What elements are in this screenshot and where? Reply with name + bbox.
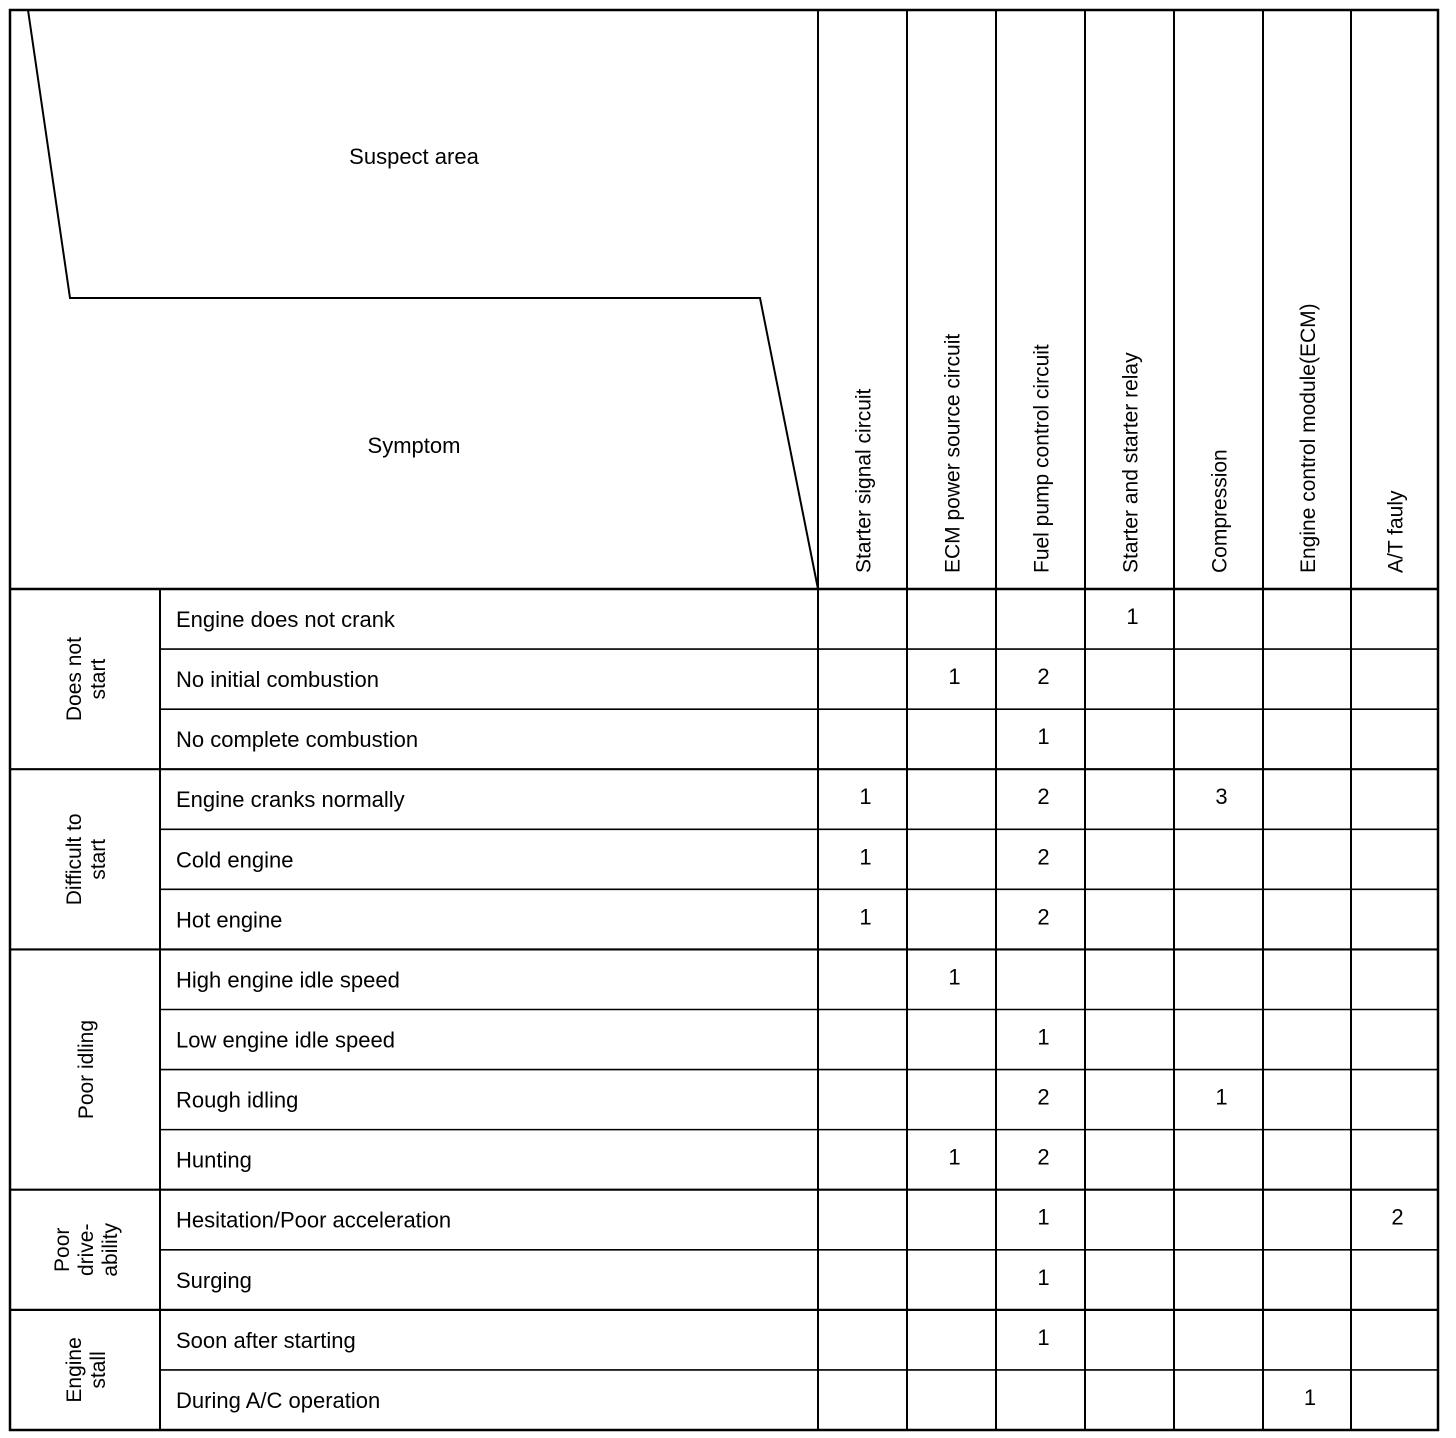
group-label-line: start xyxy=(87,838,110,880)
priority-value: 1 xyxy=(1037,1204,1050,1230)
priority-value: 1 xyxy=(948,664,961,690)
group-label xyxy=(63,1337,110,1402)
priority-value: 1 xyxy=(1303,1384,1317,1410)
symptom-cell: No initial combustion xyxy=(176,667,379,693)
group-label-line: Poor xyxy=(51,1227,74,1272)
priority-value: 2 xyxy=(1037,904,1050,930)
group-label xyxy=(75,1020,98,1119)
column-header: Starter and starter relay xyxy=(1119,352,1143,573)
priority-value: 3 xyxy=(1215,784,1228,810)
column-header: Fuel pump control circuit xyxy=(1030,344,1054,573)
group-label-line: Does not xyxy=(63,637,86,722)
group-label xyxy=(63,813,110,905)
group-label-line: drive- xyxy=(75,1223,98,1277)
priority-value: 1 xyxy=(1037,1264,1050,1290)
table-header xyxy=(349,144,479,458)
group-label xyxy=(63,637,110,721)
priority-value: 1 xyxy=(1037,1024,1050,1050)
symptom-cell: Hot engine xyxy=(176,907,283,933)
column-header: Engine control module(ECM) xyxy=(1297,303,1320,573)
symptom-cell: Cold engine xyxy=(176,847,294,873)
suspect-area-label: Suspect area xyxy=(349,144,479,169)
symptom-cell: Hesitation/Poor acceleration xyxy=(176,1207,452,1233)
column-header: ECM power source circuit xyxy=(941,333,965,573)
priority-value: 1 xyxy=(1215,1084,1228,1110)
priority-value: 2 xyxy=(1037,664,1050,690)
symptom-cell: Engine cranks normally xyxy=(176,787,405,813)
column-header: A/T fauly xyxy=(1384,490,1408,573)
group-label-line: Poor idling xyxy=(75,1019,98,1120)
priority-value: 2 xyxy=(1037,1084,1050,1110)
priority-value: 2 xyxy=(1037,784,1050,810)
column-header: Starter signal circuit xyxy=(852,388,876,573)
column-header: Compression xyxy=(1208,449,1232,573)
symptom-cell: No complete combustion xyxy=(176,727,419,753)
symptom-label: Symptom xyxy=(367,433,461,458)
symptom-cell: Hunting xyxy=(176,1147,252,1173)
priority-value: 2 xyxy=(1391,1204,1404,1230)
priority-value: 1 xyxy=(1037,1324,1050,1350)
group-label-line: start xyxy=(87,658,110,700)
priority-value: 1 xyxy=(1037,724,1050,750)
priority-value: 1 xyxy=(859,784,872,810)
column-headers xyxy=(853,303,1408,573)
priority-value: 1 xyxy=(1126,604,1139,630)
group-label-line: Difficult to xyxy=(63,813,86,906)
symptom-cell: Engine does not crank xyxy=(176,607,395,633)
priority-value: 1 xyxy=(859,844,872,870)
table-body xyxy=(51,604,1404,1413)
symptom-cell: Soon after starting xyxy=(176,1327,356,1353)
priority-value: 1 xyxy=(948,1144,961,1170)
group-label xyxy=(51,1222,122,1276)
symptom-cell: Surging xyxy=(176,1267,252,1293)
group-label-line: ability xyxy=(99,1222,122,1277)
priority-value: 2 xyxy=(1037,1144,1050,1170)
symptom-cell: During A/C operation xyxy=(176,1387,381,1413)
group-label-line: stall xyxy=(87,1351,110,1389)
symptom-cell: Low engine idle speed xyxy=(176,1027,395,1053)
priority-value: 1 xyxy=(948,964,961,990)
header-divider xyxy=(28,10,818,589)
group-label-line: Engine xyxy=(63,1337,86,1403)
symptom-cell: Rough idling xyxy=(176,1087,299,1113)
priority-value: 1 xyxy=(859,904,872,930)
priority-value: 2 xyxy=(1037,844,1050,870)
symptom-cell: High engine idle speed xyxy=(176,967,400,993)
